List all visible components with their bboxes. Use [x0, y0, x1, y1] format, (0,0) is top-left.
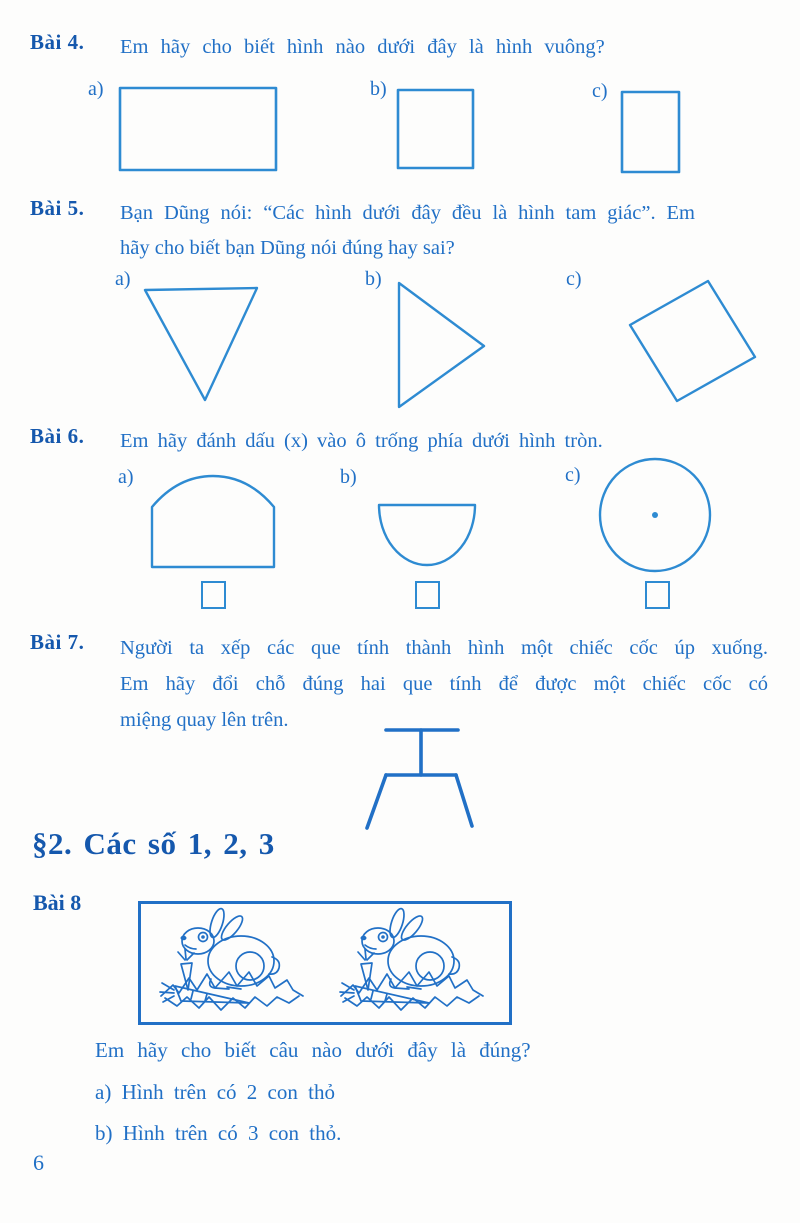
- exercise-8-option-b: [95, 1121, 341, 1146]
- ex6-option-b-letter: b): [340, 466, 357, 488]
- checkbox-c: [645, 581, 670, 609]
- exercise-8-option-a: [95, 1080, 335, 1105]
- rotated-quadrilateral-shape: [628, 278, 758, 406]
- exercise-6-label: Bài 6.: [30, 424, 85, 448]
- ex6-option-c-letter: c): [565, 464, 581, 486]
- exercise-5-text: [120, 196, 695, 266]
- triangle-right-shape: [396, 278, 491, 412]
- exercise-8-question: Em hãy cho biết câu nào dưới đây là đúng?: [95, 1038, 531, 1062]
- exercise-7-line3: miệng quay lên trên.: [120, 709, 289, 731]
- wide-rectangle-shape: [118, 86, 278, 172]
- ex5-option-a-letter: a): [115, 268, 131, 290]
- two-rabbits-illustration: [141, 904, 509, 1022]
- exercise-6-text: Em hãy đánh dấu (x) vào ô trống phía dưới hình tròn.: [120, 430, 603, 452]
- ex5-option-c-letter: c): [566, 268, 582, 290]
- tall-rectangle-shape: [620, 90, 682, 174]
- exercise-5-header: [30, 196, 695, 266]
- option-a-text: Hình trên có 2 con thỏ: [121, 1080, 335, 1104]
- semicircle-shape: [376, 501, 478, 569]
- checkbox-a: [201, 581, 226, 609]
- rabbits-picture-frame: [138, 901, 512, 1025]
- exercise-5-label: Bài 5.: [30, 196, 85, 220]
- ex6-option-a-letter: a): [118, 466, 134, 488]
- dome-arch-shape: [148, 474, 278, 570]
- exercise-6-header: [30, 424, 710, 459]
- near-square-rectangle-shape: [396, 88, 476, 170]
- exercise-5-line1: Bạn Dũng nói: “Các hình dưới đây đều là hình tam giác”. Em: [120, 202, 695, 224]
- circle-with-dot-shape: [597, 456, 715, 576]
- page-number: 6: [33, 1150, 44, 1175]
- exercise-5-line2: hãy cho biết bạn Dũng nói đúng hay sai?: [120, 237, 455, 259]
- triangle-down-shape: [122, 283, 264, 405]
- exercise-8-label: Bài 8: [33, 890, 82, 915]
- option-b-text: Hình trên có 3 con thỏ.: [122, 1121, 342, 1145]
- checkbox-b: [415, 581, 440, 609]
- exercise-7-line1: Người ta xếp các que tính thành hình một chiếc cốc úp xuống.: [120, 637, 768, 659]
- option-a-key: a): [95, 1080, 112, 1104]
- ex4-option-a-letter: a): [88, 78, 104, 100]
- exercise-7-line2: Em hãy đổi chỗ đúng hai que tính để được một chiếc cốc có: [120, 673, 768, 695]
- option-b-key: b): [95, 1121, 113, 1145]
- exercise-4-label: Bài 4.: [30, 30, 85, 54]
- ex5-option-b-letter: b): [365, 268, 382, 290]
- exercise-4-text: Em hãy cho biết hình nào dưới đây là hình vuông?: [120, 36, 605, 58]
- exercise-7-label: Bài 7.: [30, 630, 85, 654]
- stick-cup-figure: [358, 720, 482, 834]
- ex4-option-c-letter: c): [592, 80, 608, 102]
- section-2-title: §2. Các số 1, 2, 3: [32, 826, 275, 861]
- ex4-option-b-letter: b): [370, 78, 387, 100]
- exercise-4-header: [30, 30, 690, 65]
